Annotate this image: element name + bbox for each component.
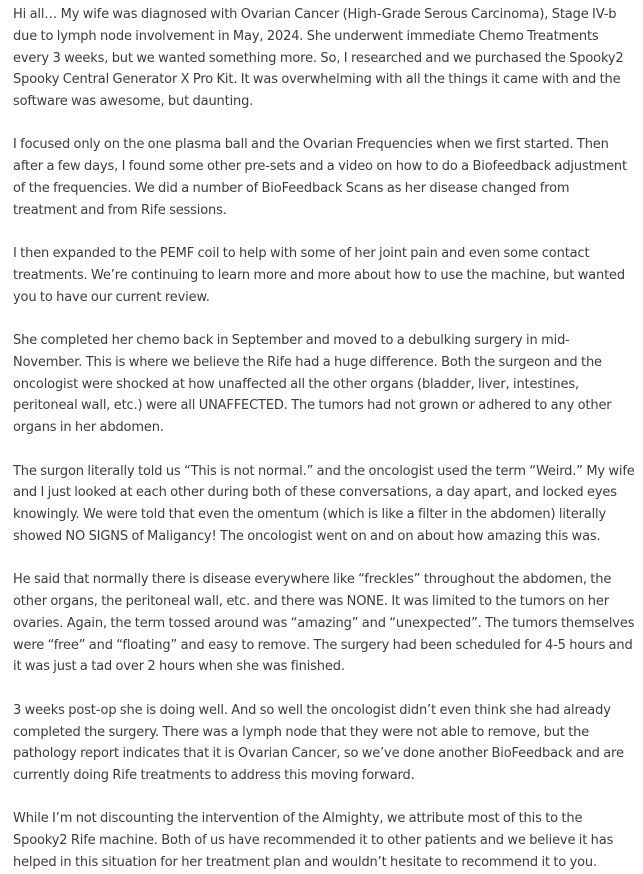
review-paragraph-7: 3 weeks post-op she is doing well. And so well the oncologist didn’t even think she had already completed the surgery. There was a lymph node that they were not able to remove, but the pathology report indicates that it is Ovarian Cancer, so we’ve done another BioFeedback and are currently doing Rife treatments to address this moving forward. xyxy=(13,702,624,784)
review-paragraph-2: I focused only on the one plasma ball and the Ovarian Frequencies when we first started. Then after a few days, I found some other pre-sets and a video on how to do a Biofeedback adjustment of the frequencies. We did a number of BioFeedback Scans as her disease changed from treatment and from Rife sessions. xyxy=(13,137,627,218)
review-paragraph-3: I then expanded to the PEMF coil to help with some of her joint pain and even some contact treatments. We’re continuing to learn more and more about how to use the machine, but wanted you to have our current review. xyxy=(13,246,626,305)
review-paragraph-6: He said that normally there is disease everywhere like “freckles” throughout the abdomen, the other organs, the peritoneal wall, etc. and there was NONE. It was limited to the tumors on her ovaries. Again, the term tossed around was “amazing” and “unexpected”. The tumors themselves were “free” and “floating” and easy to remove. The surgery had been scheduled for 4-5 hours and it was just a tad over 2 hours when she was finished. xyxy=(13,572,635,675)
review-paragraph-1: Hi all… My wife was diagnosed with Ovarian Cancer (High-Grade Serous Carcinoma), Stage IV-b due to lymph node involvement in May, 2024. She underwent immediate Chemo Treatments every 3 weeks, but we wanted something more. So, I researched and we purchased the Spooky2 Spooky Central Generator X Pro Kit. It was overwhelming with all the things it came with and the software was awesome, but daunting. xyxy=(13,7,624,110)
review-paragraph-4: She completed her chemo back in September and moved to a debulking surgery in mid-November. This is where we believe the Rife had a huge difference. Both the surgeon and the oncologist were shocked at how unaffected all the other organs (bladder, liver, intestines, peritoneal wall, etc.) were all UNAFFECTED. The tumors had not grown or adhered to any other organs in her abdomen. xyxy=(13,333,612,436)
review-paragraph-5: The surgon literally told us “This is not normal.” and the oncologist used the term “Weird.” My wife and I just looked at each other during both of these conversations, a day apart, and locked eyes knowingly. We were told that even the omentum (which is like a filter in the abdomen) literally showed NO SIGNS of Maligancy! The oncologist went on and on about how amazing this was. xyxy=(13,463,635,544)
review-paragraph-8: While I’m not discounting the intervention of the Almighty, we attribute most of this to the Spooky2 Rife machine. Both of us have recommended it to other patients and we believe it has helped in this situation for her treatment plan and wouldn’t hesitate to recommend it to you. xyxy=(13,811,614,870)
